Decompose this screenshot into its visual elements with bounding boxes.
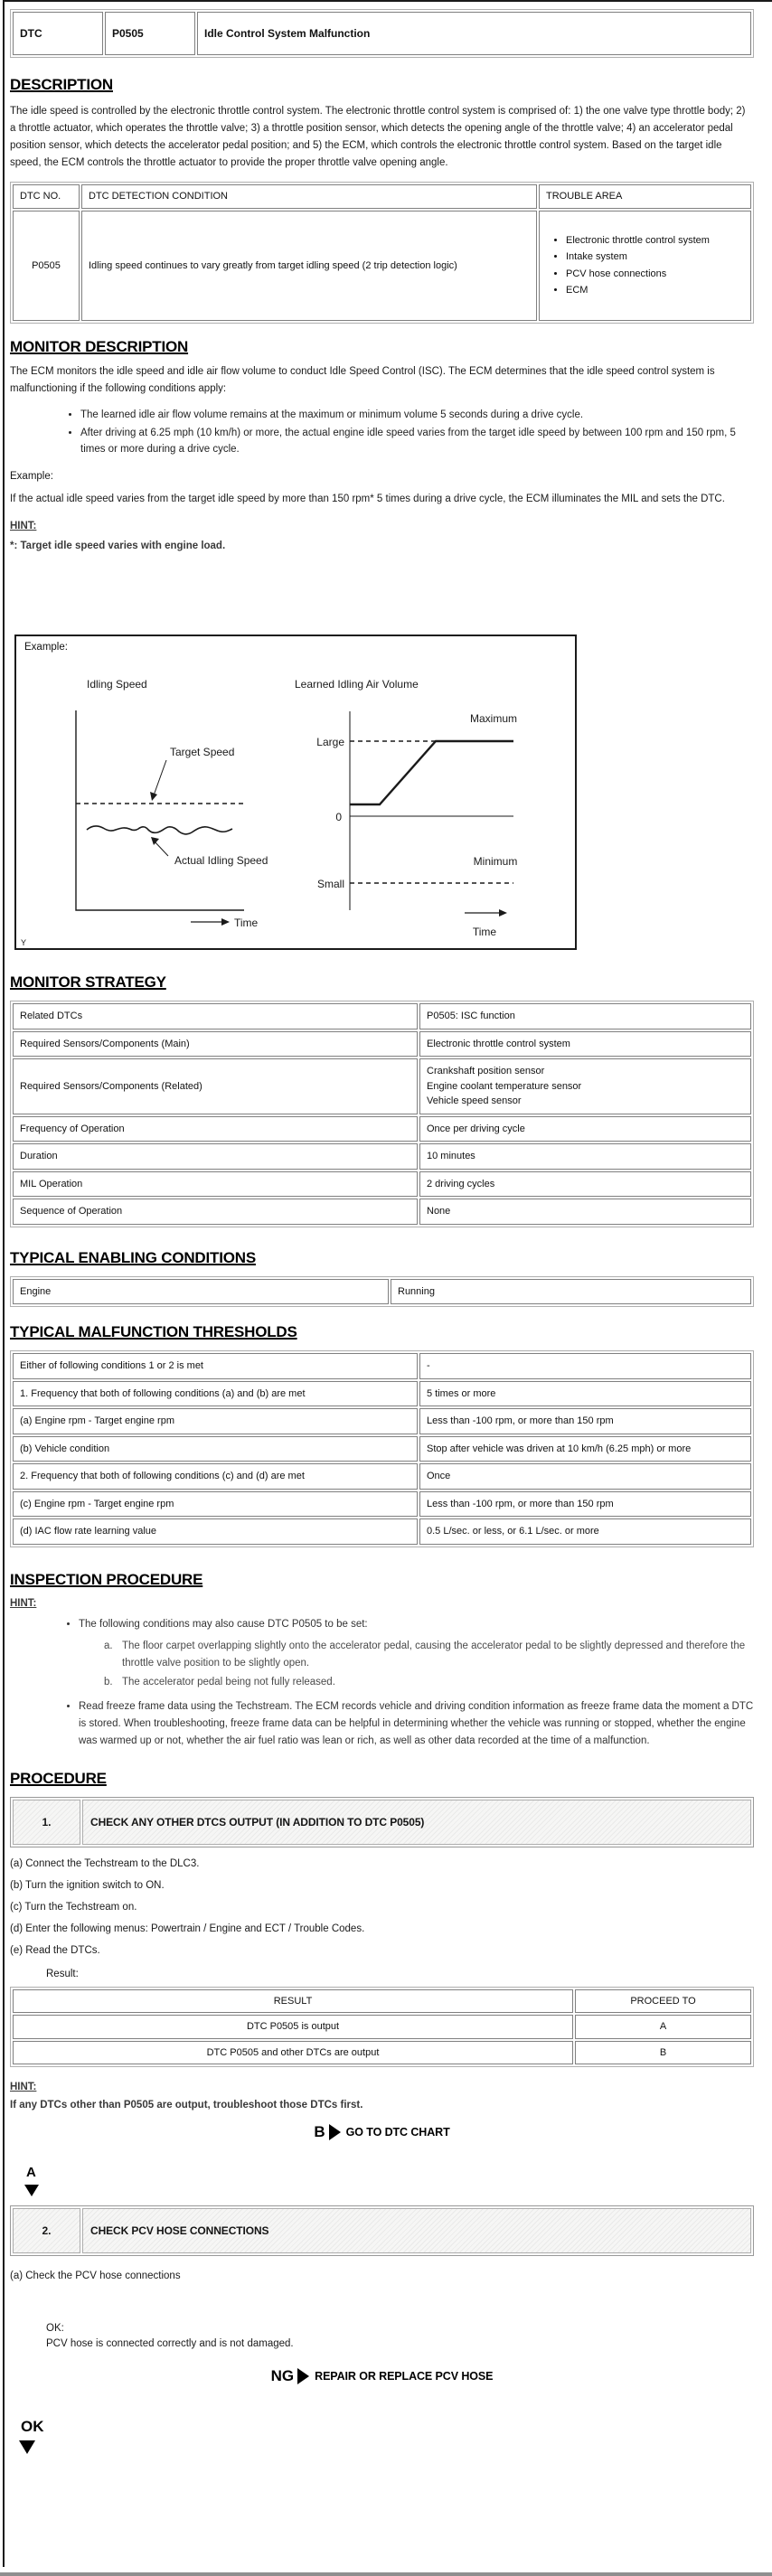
cell-label: (d) IAC flow rate learning value: [13, 1518, 418, 1545]
value-line: Engine coolant temperature sensor: [427, 1080, 582, 1092]
sublist-marker: a.: [104, 1641, 113, 1652]
table-header-row: [13, 1989, 751, 2014]
svg-text:Large: Large: [316, 736, 344, 749]
cell-value: 2 driving cycles: [419, 1171, 751, 1198]
cell-proceed: A: [575, 2015, 751, 2039]
table-row: [13, 1279, 751, 1305]
cell-value: Running: [391, 1279, 751, 1305]
table-row: [13, 1381, 751, 1407]
table-row: [13, 2015, 751, 2039]
list-item: • The learned idle air flow volume remains at the maximum or minimum volume 5 seconds during a drive cycle.: [80, 407, 754, 424]
svg-text:Small: Small: [316, 878, 344, 891]
header-trouble-area: TROUBLE AREA: [539, 184, 751, 209]
cell-label: 2. Frequency that both of following conditions (c) and (d) are met: [13, 1463, 418, 1490]
procedure-substep: (e) Read the DTCs.: [10, 1944, 100, 1956]
table-row: [13, 211, 751, 321]
header-dtc-no: DTC NO.: [13, 184, 80, 209]
list-item: • PCV hose connections: [566, 267, 744, 282]
cell-detection-condition: Idling speed continues to vary greatly from target idling speed (2 trip detection logic): [81, 211, 537, 321]
procedure-substep: (b) Turn the ignition switch to ON.: [10, 1879, 165, 1891]
section-heading-monitor-description: MONITOR DESCRIPTION: [10, 337, 189, 355]
section-heading-inspection-procedure: INSPECTION PROCEDURE: [10, 1570, 203, 1588]
section-heading-enabling-conditions: TYPICAL ENABLING CONDITIONS: [10, 1248, 256, 1266]
cell-value: 10 minutes: [419, 1143, 751, 1170]
svg-text:Time: Time: [234, 917, 259, 930]
section-heading-malfunction-thresholds: TYPICAL MALFUNCTION THRESHOLDS: [10, 1323, 297, 1341]
table-row: [13, 1058, 751, 1114]
cell-label: 1. Frequency that both of following conditions (a) and (b) are met: [13, 1381, 418, 1407]
cell-value: Less than -100 rpm, or more than 150 rpm: [419, 1408, 751, 1434]
continue-marker-a: [24, 2165, 754, 2196]
cell-label: Related DTCs: [13, 1003, 418, 1029]
figure-corner-label: Y: [21, 938, 27, 948]
dtc-detection-table: [10, 182, 754, 324]
branch-action: REPAIR OR REPLACE PCV HOSE: [315, 2369, 494, 2383]
header-proceed-to: PROCEED TO: [575, 1989, 751, 2014]
cell-proceed: B: [575, 2041, 751, 2065]
section-heading-monitor-strategy: MONITOR STRATEGY: [10, 973, 166, 992]
inspection-sublist: [104, 1638, 754, 1691]
service-manual-page: [3, 0, 772, 2567]
table-row: [13, 1003, 751, 1029]
idle-speed-graphs: [16, 636, 575, 948]
result-table: [10, 1987, 754, 2068]
branch-b-go-to-dtc-chart: [10, 2123, 754, 2141]
table-row: [13, 1800, 751, 1845]
list-item: • Intake system: [566, 249, 744, 265]
header-result: RESULT: [13, 1989, 573, 2014]
dtc-title-table: [10, 9, 754, 58]
branch-ng-repair-pcv-hose: [10, 2367, 754, 2385]
header-detection-condition: DTC DETECTION CONDITION: [81, 184, 537, 209]
svg-text:Learned Idling Air Volume: Learned Idling Air Volume: [295, 678, 419, 691]
table-row: [13, 2208, 751, 2253]
cell-label: Required Sensors/Components (Main): [13, 1031, 418, 1058]
continue-label: A: [26, 2165, 36, 2181]
cell-label: Sequence of Operation: [13, 1199, 418, 1225]
dtc-label-cell: DTC: [13, 12, 103, 55]
svg-text:Idling Speed: Idling Speed: [87, 678, 147, 691]
ok-criteria: [46, 2321, 754, 2353]
svg-text:Time: Time: [472, 926, 497, 939]
branch-label: NG: [270, 2366, 295, 2384]
cell-label: Engine: [13, 1279, 389, 1305]
description-paragraph: The idle speed is controlled by the electronic throttle control system. The electronic throttle control system is comprised of: 1) the one valve type throttle body; 2) a throttle actuator, which operates the throttle valve; 3) a throttle position sensor, which detects the opening angle of the throttle valve; 4) an accelerator pedal position sensor, which detects the accelerator pedal position; and 5) the ECM, which controls the electronic throttle control system. Based on the target idle speed, the ECM controls the throttle actuator to provide the proper throttle valve opening angle.: [10, 106, 746, 168]
svg-text:Minimum: Minimum: [473, 855, 518, 869]
cell-value: Stop after vehicle was driven at 10 km/h (6.25 mph) or more: [419, 1436, 751, 1462]
arrow-right-icon: [329, 2124, 341, 2140]
cell-value: 0.5 L/sec. or less, or 6.1 L/sec. or more: [419, 1518, 751, 1545]
dtc-name-cell: Idle Control System Malfunction: [197, 12, 751, 55]
cell-label: Either of following conditions 1 or 2 is met: [13, 1353, 418, 1379]
svg-text:0: 0: [335, 811, 342, 824]
branch-label: B: [314, 2123, 325, 2141]
procedure-step2-header: [10, 2205, 754, 2256]
step-number: 2.: [13, 2208, 80, 2253]
section-heading-procedure: PROCEDURE: [10, 1769, 107, 1787]
list-item: [79, 1616, 754, 1691]
cell-label: MIL Operation: [13, 1171, 418, 1198]
svg-text:Maximum: Maximum: [469, 712, 518, 726]
sublist-marker: b.: [104, 1677, 113, 1688]
cell-label: (b) Vehicle condition: [13, 1436, 418, 1462]
inspection-hint-list: [10, 1616, 754, 1750]
continue-marker-ok: [19, 2418, 754, 2454]
cell-label: Required Sensors/Components (Related): [13, 1058, 418, 1114]
example-figure: [14, 635, 577, 950]
cell-value: [419, 1058, 751, 1114]
table-row: [13, 1031, 751, 1058]
table-row: [13, 12, 751, 55]
continue-label: OK: [21, 2417, 44, 2435]
table-row: [13, 1518, 751, 1545]
table-row: [13, 1199, 751, 1225]
result-label: Result:: [46, 1968, 79, 1979]
monitor-condition-list: [10, 407, 754, 459]
enabling-conditions-table: [10, 1276, 754, 1308]
monitor-description-body2: If the actual idle speed varies from the target idle speed by more than 150 rpm* 5 times during a drive cycle, the ECM illuminates the MIL and sets the DTC.: [10, 494, 725, 505]
step-number: 1.: [13, 1800, 80, 1845]
svg-text:Actual Idling Speed: Actual Idling Speed: [174, 854, 268, 868]
cell-value: -: [419, 1353, 751, 1379]
arrow-right-icon: [297, 2368, 309, 2384]
arrow-down-icon: [24, 2185, 39, 2196]
arrow-down-icon: [19, 2440, 35, 2454]
cell-label: Duration: [13, 1143, 418, 1170]
cell-value: Less than -100 rpm, or more than 150 rpm: [419, 1491, 751, 1518]
table-row: [13, 1143, 751, 1170]
hint-label: HINT:: [10, 2082, 37, 2093]
table-row: [13, 1116, 751, 1142]
cell-result: DTC P0505 and other DTCs are output: [13, 2041, 573, 2065]
procedure-substep: (d) Enter the following menus: Powertrain / Engine and ECT / Trouble Codes.: [10, 1923, 365, 1934]
page-bottom-edge: [0, 2572, 772, 2576]
table-row: [13, 1436, 751, 1462]
cell-value: Once: [419, 1463, 751, 1490]
table-row: [13, 1171, 751, 1198]
cell-dtc-no: P0505: [13, 211, 80, 321]
value-line: Vehicle speed sensor: [427, 1095, 522, 1107]
cell-label: (a) Engine rpm - Target engine rpm: [13, 1408, 418, 1434]
sublist-item-text: The floor carpet overlapping slightly onto the accelerator pedal, causing the accelerator pedal to be slightly depressed and therefore the throttle valve position to be slightly open.: [122, 1641, 746, 1669]
svg-text:Target Speed: Target Speed: [170, 746, 235, 759]
cell-trouble-area: [539, 211, 751, 321]
hint-text: If any DTCs other than P0505 are output, troubleshoot those DTCs first.: [10, 2100, 363, 2111]
cell-label: Frequency of Operation: [13, 1116, 418, 1142]
table-row: [13, 1408, 751, 1434]
table-row: [13, 1353, 751, 1379]
table-header-row: [13, 184, 751, 209]
cell-value: Once per driving cycle: [419, 1116, 751, 1142]
procedure-step1-header: [10, 1797, 754, 1847]
cell-label: (c) Engine rpm - Target engine rpm: [13, 1491, 418, 1518]
cell-value: Electronic throttle control system: [419, 1031, 751, 1058]
table-row: [13, 2041, 751, 2065]
sublist-item-text: The accelerator pedal being not fully released.: [122, 1677, 335, 1688]
list-item: • Electronic throttle control system: [566, 233, 744, 249]
section-heading-description: DESCRIPTION: [10, 76, 113, 93]
procedure-substep: (a) Connect the Techstream to the DLC3.: [10, 1857, 200, 1869]
ok-text: PCV hose is connected correctly and is not damaged.: [46, 2338, 294, 2350]
monitor-description-intro: The ECM monitors the idle speed and idle air flow volume to conduct Idle Speed Control (ISC). The ECM determines that the idle speed control system is malfunctioning if the following conditions apply:: [10, 365, 715, 394]
branch-action: GO TO DTC CHART: [345, 2126, 450, 2139]
cell-value: None: [419, 1199, 751, 1225]
trouble-area-list: [546, 233, 744, 298]
table-row: [13, 1491, 751, 1518]
table-row: [13, 1463, 751, 1490]
hint-text: *: Target idle speed varies with engine load.: [10, 541, 226, 552]
procedure-substep: (a) Check the PCV hose connections: [10, 2270, 181, 2282]
list-item: • After driving at 6.25 mph (10 km/h) or more, the actual engine idle speed varies from the target idle speed by between 100 rpm and 150 rpm, 5 times or more during a drive cycle.: [80, 425, 754, 459]
malfunction-thresholds-table: [10, 1350, 754, 1547]
value-line: Crankshaft position sensor: [427, 1066, 545, 1077]
list-item: • ECM: [566, 283, 744, 298]
list-item: • Read freeze frame data using the Techstream. The ECM records vehicle and driving condition information as freeze frame data the moment a DTC is stored. When troubleshooting, freeze frame data can be helpful in determining whether the vehicle was running or stopped, whether the engine was warmed up or not, whether the air fuel ratio was lean or rich, as well as other data recorded at the time of a malfunction.: [79, 1698, 754, 1750]
cell-result: DTC P0505 is output: [13, 2015, 573, 2039]
sublist-item: [104, 1638, 754, 1672]
example-label: Example:: [10, 471, 53, 483]
monitor-strategy-table: [10, 1001, 754, 1227]
step-title: CHECK PCV HOSE CONNECTIONS: [82, 2208, 751, 2253]
ok-label: OK:: [46, 2323, 64, 2335]
procedure-substep: (c) Turn the Techstream on.: [10, 1901, 137, 1913]
list-item-text: The following conditions may also cause DTC P0505 to be set:: [79, 1618, 368, 1630]
step-title: CHECK ANY OTHER DTCS OUTPUT (IN ADDITION TO DTC P0505): [82, 1800, 751, 1845]
dtc-code-cell: P0505: [105, 12, 195, 55]
hint-label: HINT:: [10, 521, 37, 532]
figure-example-label: Example:: [24, 642, 68, 653]
hint-label: HINT:: [10, 1597, 37, 1609]
sublist-item: [104, 1674, 754, 1691]
cell-value: 5 times or more: [419, 1381, 751, 1407]
cell-value: P0505: ISC function: [419, 1003, 751, 1029]
